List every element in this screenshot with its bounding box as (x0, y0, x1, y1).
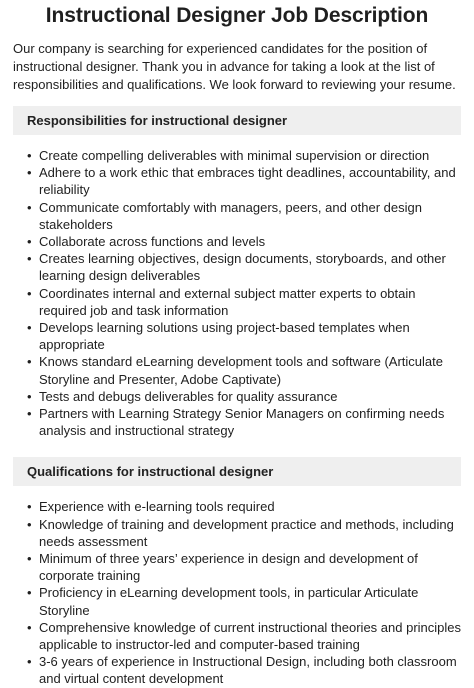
bullet-icon: • (27, 585, 32, 601)
bullet-icon: • (27, 354, 32, 370)
bullet-icon: • (27, 165, 32, 181)
list-item: • Communicate comfortably with managers, peers, and other design stakeholders (27, 199, 422, 232)
bullet-icon: • (27, 251, 32, 267)
list-item: • Tests and debugs deliverables for quality assurance (27, 388, 338, 404)
list-item: • Creates learning objectives, design documents, storyboards, and other learning design deliverables (27, 251, 446, 284)
bullet-icon: • (27, 199, 32, 215)
list-item: • Minimum of three years’ experience in design and development of corporate training (27, 551, 418, 584)
bullet-icon: • (27, 654, 32, 670)
list-item: • Partners with Learning Strategy Senior Managers on confirming needs analysis and instructional strategy (27, 406, 445, 439)
bullet-icon: • (27, 388, 32, 404)
responsibilities-list (13, 147, 461, 439)
page-title: Instructional Designer Job Description (45, 4, 429, 27)
bullet-icon: • (27, 406, 32, 422)
bullet-icon: • (27, 551, 32, 567)
list-item: • Experience with e-learning tools required (27, 499, 275, 515)
list-item: • 3-6 years of experience in Instructional Design, including both classroom and virtual content development (27, 654, 457, 687)
bullet-icon: • (27, 285, 32, 301)
list-item: • Comprehensive knowledge of current instructional theories and principles applicable to instructor-led and computer-based training (27, 619, 462, 653)
bullet-icon: • (27, 619, 32, 635)
list-item: • Knows standard eLearning development tools and software (Articulate Storyline and Presenter, Adobe Captivate) (27, 354, 443, 387)
bullet-icon: • (27, 320, 32, 336)
list-item: • Collaborate across functions and levels (27, 234, 266, 250)
qualifications-list (13, 498, 461, 687)
bullet-icon: • (27, 148, 32, 163)
list-item: • Proficiency in eLearning development tools, in particular Articulate Storyline (27, 585, 419, 618)
list-item: • Develops learning solutions using project-based templates when appropriate (27, 320, 410, 353)
bullet-icon: • (27, 499, 32, 515)
bullet-icon: • (27, 234, 32, 250)
intro-paragraph: Our company is searching for experienced candidates for the position of instructional designer. Thank you in advance for taking a look at the list of responsibilities and qualifications. We look forward to reviewing your resume. (13, 41, 456, 92)
qualifications-heading: Qualifications for instructional designer (13, 457, 461, 486)
responsibilities-heading: Responsibilities for instructional designer (13, 106, 461, 135)
list-item: • Adhere to a work ethic that embraces tight deadlines, accountability, and reliability (27, 165, 456, 198)
bullet-icon: • (27, 516, 32, 532)
list-item: • Coordinates internal and external subject matter experts to obtain required job and task information (27, 285, 416, 318)
list-item: • Knowledge of training and development practice and methods, including needs assessment (27, 516, 454, 549)
list-item: • Create compelling deliverables with minimal supervision or direction (27, 148, 430, 163)
